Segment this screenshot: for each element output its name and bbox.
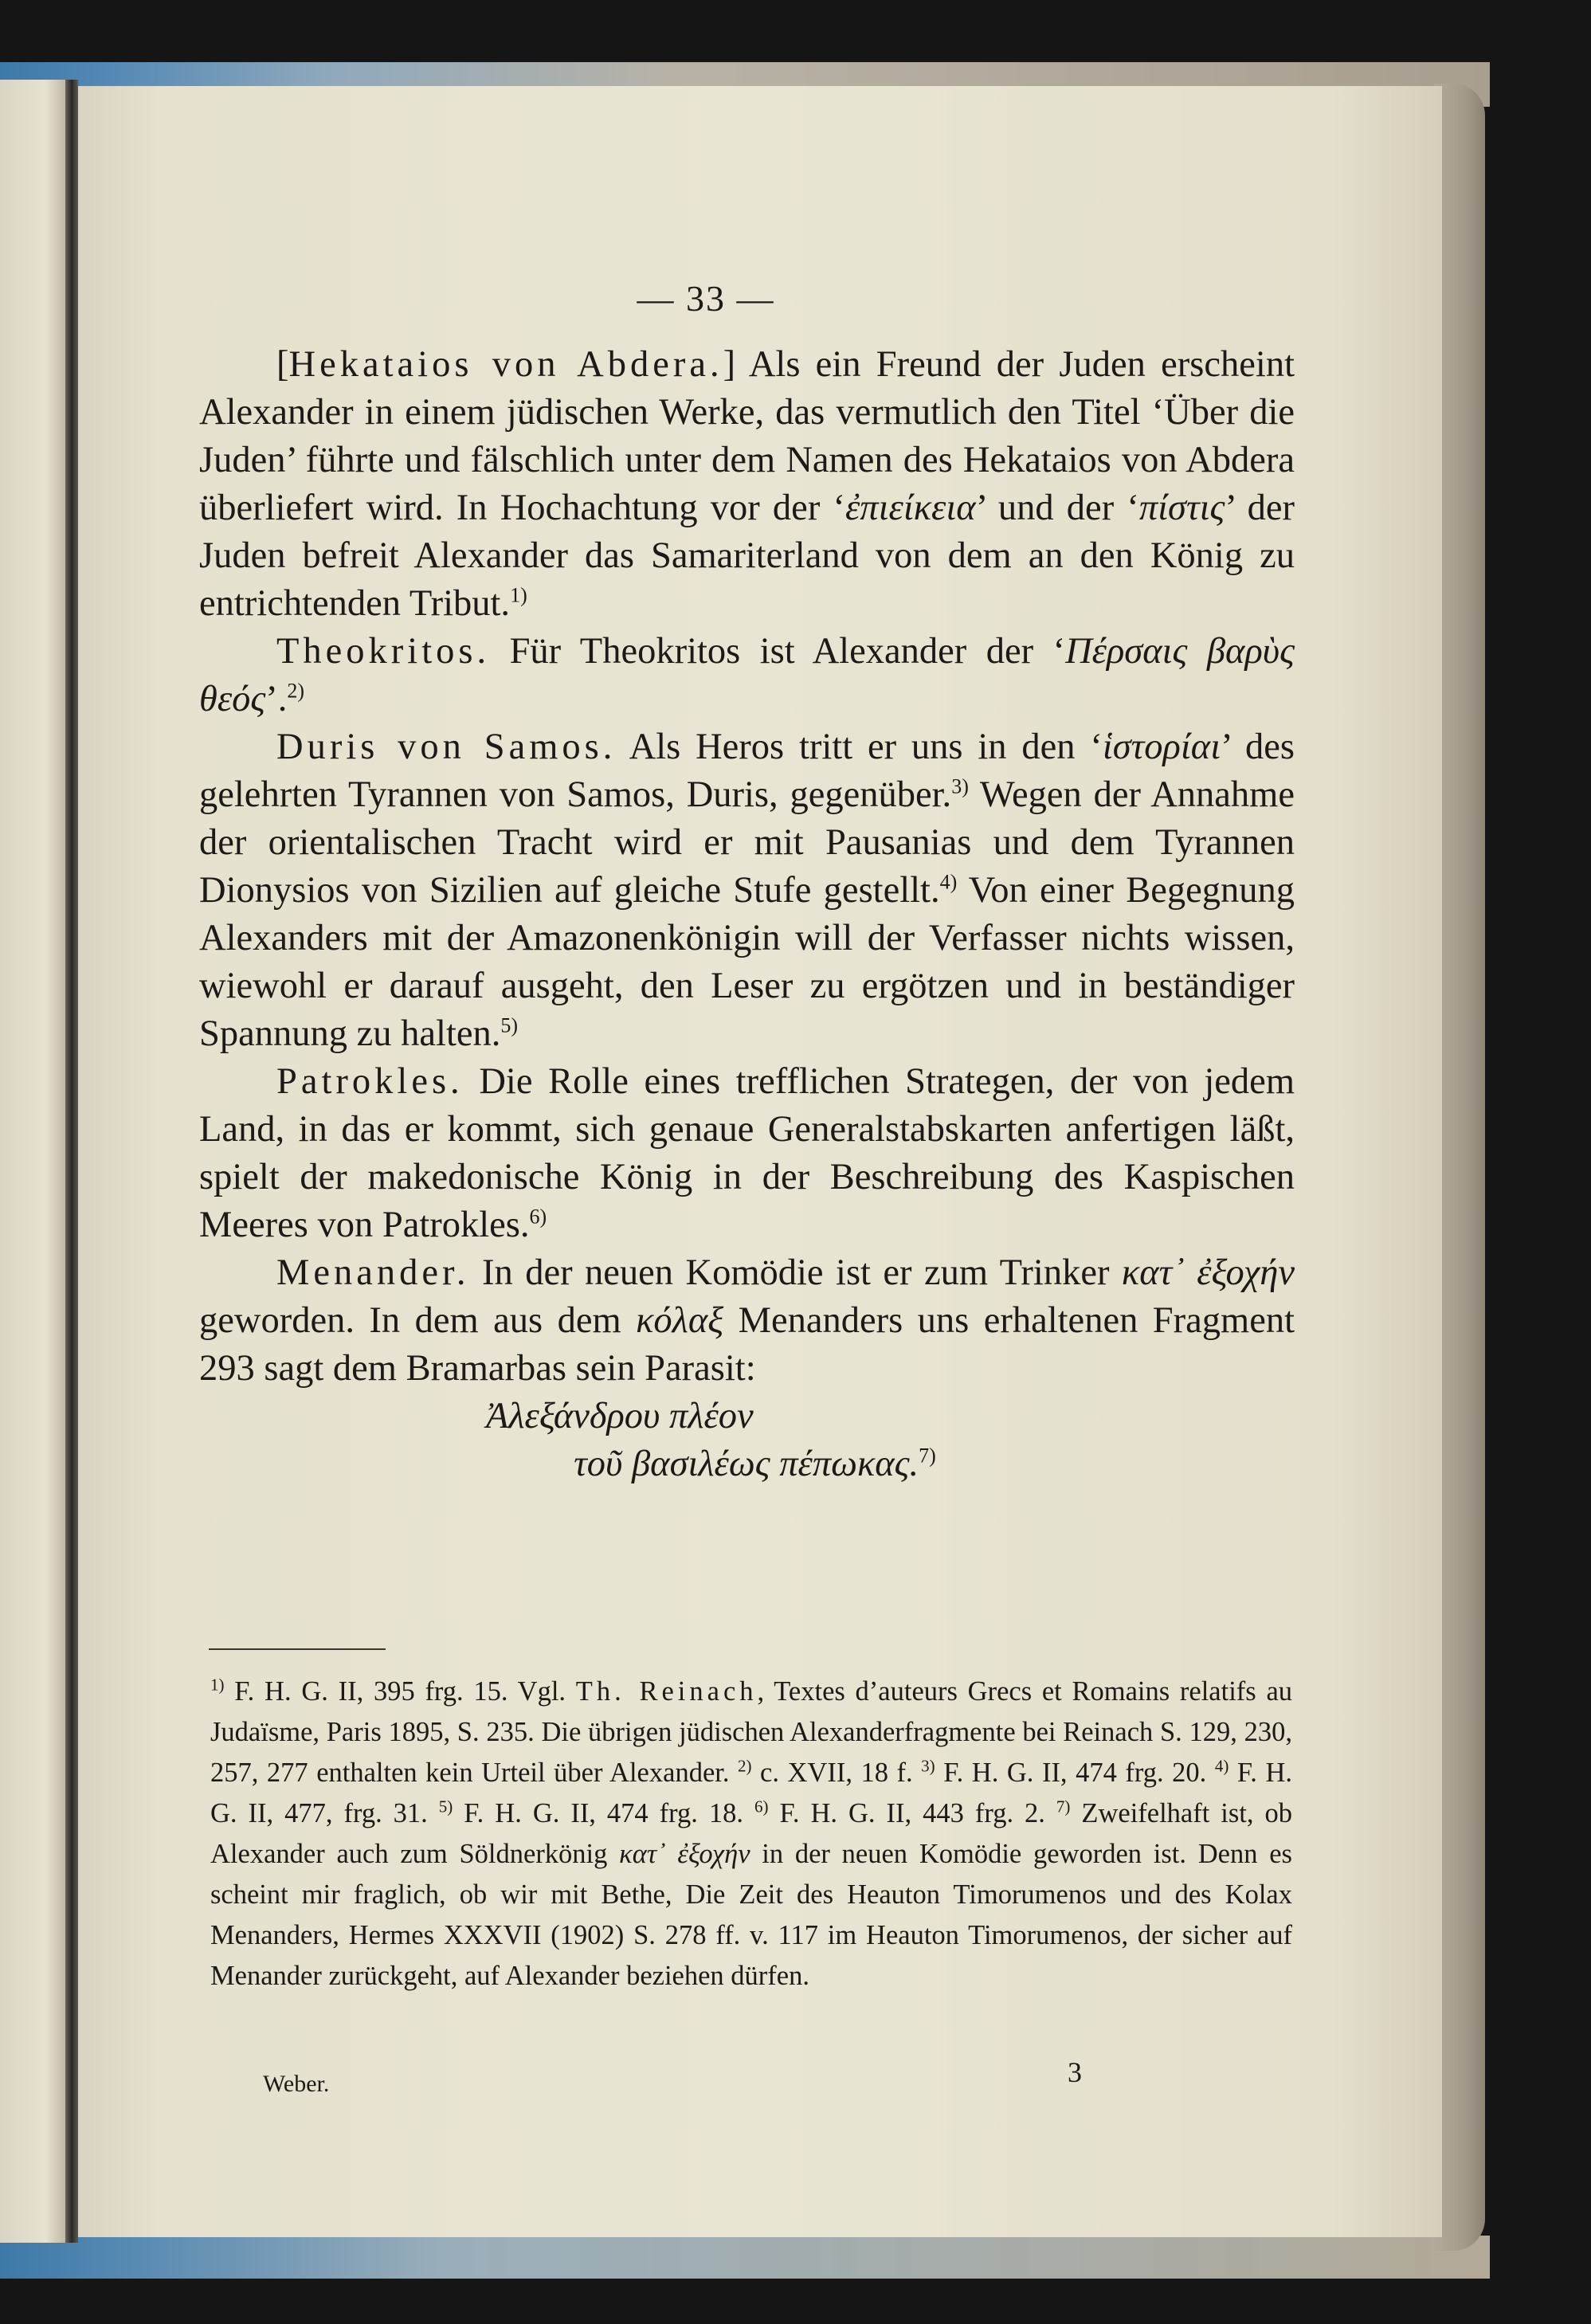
book-gutter [65,80,78,2243]
spaced-name: Th. Reinach [575,1676,758,1707]
text-run: c. XVII, 18 f. [751,1758,922,1788]
paragraph-heading: Menander. [276,1252,470,1293]
text-run: ’ der Juden befreit Alexander das Samariterland von dem an den König zu entrichtenden Tribut. [199,488,1295,624]
footnote-ref: 7) [919,1444,936,1468]
verse-line-1: Ἀλεξάνδρου πλέον [486,1396,754,1436]
text-run: ’ des gelehrten Tyrannen von Samos, Duris, gegenüber. [199,727,1295,815]
footnote-paragraph [210,1671,1292,1997]
footnote-ref: 5) [438,1797,453,1816]
paragraph-heading: Theokritos. [276,631,491,672]
paragraph [199,628,1295,723]
text-run: Menanders uns erhaltenen Fragment 293 sagt dem Bramarbas sein Parasit: [199,1300,1295,1389]
signature-sheet-number: 3 [1068,2056,1082,2088]
bracket-open: [ [276,344,289,385]
footnote-ref: 6) [754,1797,769,1816]
facing-page-edge [0,80,65,2243]
text-run: Die Rolle eines trefflichen Strategen, der von jedem Land, in das er kommt, sich genaue Generalstabskarten anfertigen läßt, spielt der makedonische König in der Beschreibung des Kaspischen Meeres von Patrokles. [199,1061,1295,1245]
signature-author: Weber. [263,2071,330,2097]
footnote-ref: 6) [529,1205,547,1229]
text-run: Als Heros tritt er uns in den ‘ [616,727,1103,767]
paragraph [199,1249,1295,1393]
paragraph [199,1058,1295,1249]
text-run: ’ und der ‘ [975,488,1139,528]
book-page [78,86,1442,2237]
footnote-ref: 7) [1056,1797,1071,1816]
bracket-close: ] [723,344,736,385]
footnote-ref: 3) [951,774,969,798]
footnote-rule [209,1648,386,1650]
footnotes [210,1671,1292,1997]
text-run: Von einer Begegnung Alexanders mit der Amazonenkönigin will der Verfasser nichts wissen, wiewohl er darauf ausgeht, den Leser zu ergötzen und in beständiger Spannung zu halten. [199,870,1295,1054]
greek-term: ἐπιείκεια [844,488,976,528]
text-run: Wegen der Annahme der orientalischen Tracht wird er mit Pausanias und dem Tyrannen Dionysios von Sizilien auf gleiche Stufe gestellt. [199,774,1295,911]
main-text [199,341,1295,1488]
text-run: in der neuen Komödie geworden ist. Denn es scheint mir fraglich, ob wir mit Bethe, Die Zeit des Heauton Timorumenos und des Kolax Menanders, Hermes XXXVII (1902) S. 278 ff. v. 117 im Heauton Timorumenos, der sicher auf Menander zurückgeht, auf Alexander beziehen dürfen. [210,1839,1292,1991]
text-run: F. H. G. II, 477, frg. 31. [210,1758,1292,1828]
text-run: F. H. G. II, 395 frg. 15. Vgl. [224,1676,576,1707]
text-run: Für Theokritos ist Alexander der ‘ [490,631,1066,672]
greek-term: ἱστορίαι [1102,727,1221,767]
footnote-ref: 1) [510,583,527,607]
text-run: In der neuen Komödie ist er zum Trinker [469,1252,1122,1293]
footnote-ref: 4) [939,870,958,894]
paragraph [199,723,1295,1058]
footnote-ref: 2) [287,679,305,703]
paragraph-heading: Patrokles. [276,1061,464,1102]
paragraph [199,341,1295,628]
footnote-ref: 5) [500,1013,519,1037]
footnote-ref: 2) [738,1756,752,1776]
text-run: Als ein Freund der Juden erscheint Alexander in einem jüdischen Werke, das vermutlich den Titel ‘Über die Juden’ führte und fälschlich unter dem Namen des Hekataios von Abdera überliefert wird. In Hochachtung vor der ‘ [199,344,1295,528]
footnote-ref: 4) [1214,1756,1229,1776]
paragraph-heading: Hekataios von Abdera. [288,344,723,385]
text-run: , Textes d’auteurs Grecs et Romains relatifs au Judaïsme, Paris 1895, S. 235. Die übrigen jüdischen Alexanderfragmente bei Reinach S. 129, 230, 257, 277 enthalten kein Urteil über Alexander. [210,1676,1293,1788]
greek-term: πίστις [1138,488,1225,528]
footnote-ref: 3) [921,1756,935,1776]
text-run: geworden. In dem aus dem [199,1300,637,1341]
greek-term: Πέρσαις βαρὺς θεός [199,631,1295,719]
text-run: F. H. G. II, 474 frg. 18. [453,1798,754,1828]
text-run: F. H. G. II, 474 frg. 20. [935,1758,1215,1788]
book-cover-bottom-edge [0,2236,1490,2279]
text-run: ’. [265,679,288,719]
verse-text: τοῦ βασιλέως πέπωκας. [574,1444,919,1484]
text-run: F. H. G. II, 443 frg. 2. [768,1798,1056,1828]
greek-term: κατ᾽ ἐξοχήν [1121,1252,1295,1293]
greek-term: κατ᾽ ἐξοχήν [619,1839,750,1869]
greek-term: κόλαξ [636,1300,724,1341]
verse-line-2 [199,1440,1295,1488]
paragraph-heading: Duris von Samos. [276,727,617,767]
page-number: — 33 — [637,278,775,319]
text-run: Zweifelhaft ist, ob Alexander auch zum Söldnerkönig [210,1798,1292,1869]
footnote-ref: 1) [210,1675,225,1695]
